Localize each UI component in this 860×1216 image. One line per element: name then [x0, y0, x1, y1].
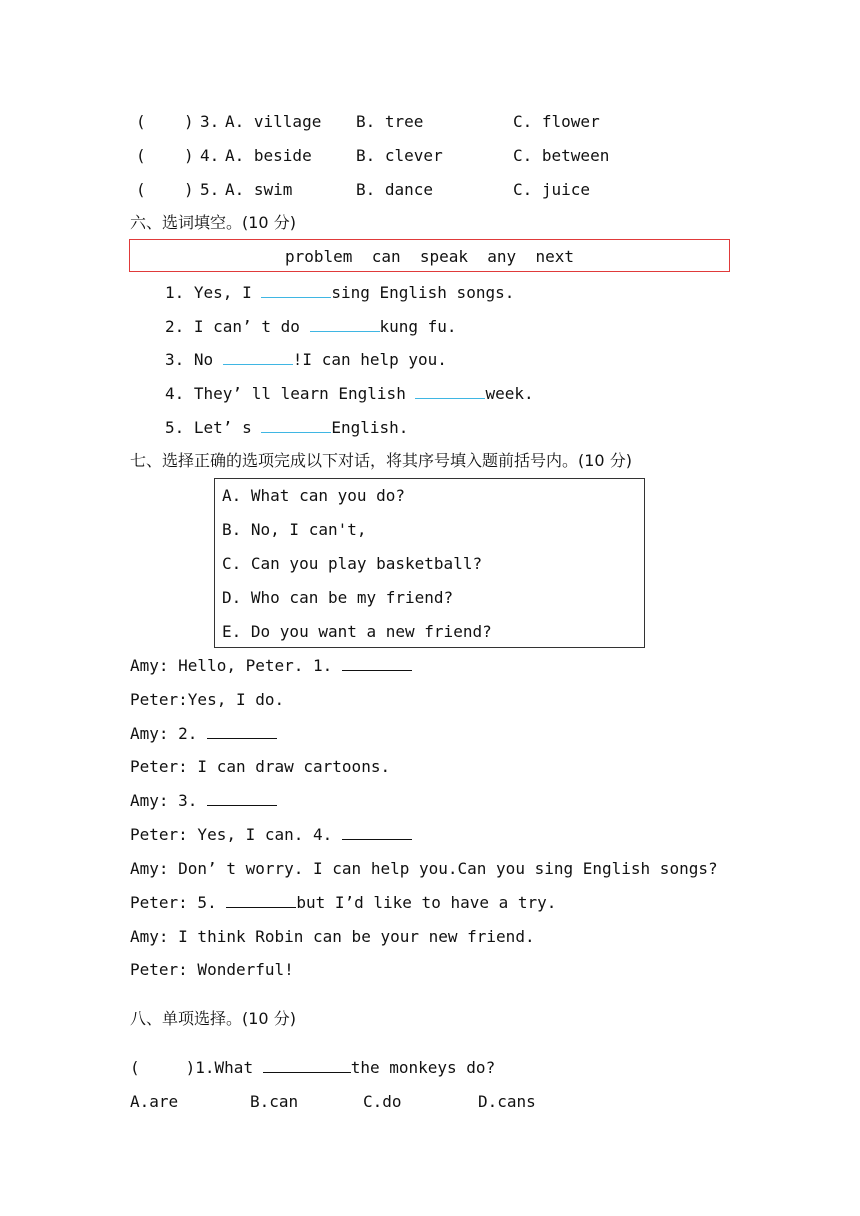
- answer-paren-close: ): [184, 112, 194, 131]
- answer-paren-open[interactable]: (: [136, 112, 146, 131]
- question-number: 5.: [200, 180, 220, 199]
- mc-choice-a: A.are: [130, 1092, 179, 1111]
- dialog-blank-5[interactable]: [226, 893, 296, 908]
- answer-paren-close: ): [184, 146, 194, 165]
- option-a: A. beside: [225, 146, 312, 165]
- fill-blank[interactable]: [310, 317, 380, 332]
- dialog-blank-2[interactable]: [207, 724, 277, 739]
- dialog-text: but I’d like to have a try.: [296, 893, 557, 912]
- dialog-line-1: [130, 656, 412, 676]
- fill-item-3: [165, 350, 447, 370]
- dialog-line-3: [130, 724, 277, 744]
- dialog-line-6: [130, 825, 412, 845]
- dialog-text: Amy: 3.: [130, 791, 208, 810]
- dialog-line-9: Amy: I think Robin can be your new friend.: [130, 927, 535, 946]
- dialog-text: Peter: 5.: [130, 893, 227, 912]
- mc-choice-c: C.do: [363, 1092, 402, 1111]
- dialog-line-7: Amy: Don’ t worry. I can help you.Can you sing English songs?: [130, 859, 718, 878]
- mc-choice-d: D.cans: [478, 1092, 536, 1111]
- fill-blank[interactable]: [415, 384, 485, 399]
- dialog-line-5: [130, 791, 277, 811]
- dialog-blank-3[interactable]: [207, 791, 277, 806]
- answer-paren-open[interactable]: (: [136, 180, 146, 199]
- section8-title: 八、单项选择。(10 分): [130, 1009, 296, 1028]
- option-b: B. tree: [356, 112, 424, 131]
- dialog-line-2: Peter:Yes, I do.: [130, 690, 285, 709]
- fill-item-pre: 3. No: [165, 350, 223, 369]
- dialog-line-4: Peter: I can draw cartoons.: [130, 757, 391, 776]
- question-stem: )1.What: [185, 1058, 263, 1077]
- dialog-option-a: A. What can you do?: [222, 486, 406, 505]
- dialog-option-d: D. Who can be my friend?: [222, 588, 454, 607]
- question-number: 3.: [200, 112, 220, 131]
- fill-item-1: [165, 283, 514, 303]
- option-a: A. village: [225, 112, 322, 131]
- question-stem-end: the monkeys do?: [350, 1058, 496, 1077]
- option-a: A. swim: [225, 180, 293, 199]
- dialog-blank-4[interactable]: [342, 825, 412, 840]
- dialog-text: Peter: Yes, I can. 4.: [130, 825, 342, 844]
- fill-item-post: kung fu.: [379, 317, 457, 336]
- mc-choice-b: B.can: [250, 1092, 299, 1111]
- dialog-line-8: [130, 893, 556, 913]
- fill-blank[interactable]: [223, 350, 293, 365]
- answer-paren-open[interactable]: (: [136, 146, 146, 165]
- dialog-line-10: Peter: Wonderful!: [130, 960, 294, 979]
- word-bank-box: [129, 239, 730, 272]
- option-b: B. dance: [356, 180, 434, 199]
- mc-blank[interactable]: [263, 1058, 351, 1073]
- fill-item-post: sing English songs.: [331, 283, 515, 302]
- dialog-option-e: E. Do you want a new friend?: [222, 622, 492, 641]
- section7-title: 七、选择正确的选项完成以下对话，将其序号填入题前括号内。(10 分): [130, 451, 632, 470]
- dialog-text: Amy: Hello, Peter. 1.: [130, 656, 342, 675]
- dialog-blank-1[interactable]: [342, 656, 412, 671]
- section6-title: 六、选词填空。(10 分): [130, 213, 296, 232]
- option-c: C. juice: [513, 180, 591, 199]
- fill-item-5: [165, 418, 408, 438]
- mc-question-1: [130, 1058, 495, 1078]
- fill-item-post: English.: [331, 418, 409, 437]
- fill-item-pre: 2. I can’ t do: [165, 317, 310, 336]
- dialog-option-b: B. No, I can't,: [222, 520, 367, 539]
- fill-blank[interactable]: [261, 283, 331, 298]
- fill-item-2: [165, 317, 457, 337]
- answer-paren-close: ): [184, 180, 194, 199]
- dialog-option-c: C. Can you play basketball?: [222, 554, 483, 573]
- option-b: B. clever: [356, 146, 443, 165]
- fill-item-pre: 1. Yes, I: [165, 283, 262, 302]
- fill-item-pre: 5. Let’ s: [165, 418, 262, 437]
- dialog-text: Amy: 2.: [130, 724, 208, 743]
- fill-item-4: [165, 384, 534, 404]
- answer-paren-open[interactable]: (: [130, 1058, 140, 1077]
- question-number: 4.: [200, 146, 220, 165]
- option-c: C. between: [513, 146, 610, 165]
- fill-item-post: week.: [485, 384, 534, 403]
- word-bank: problem can speak any next: [285, 247, 574, 266]
- fill-item-post: !I can help you.: [292, 350, 447, 369]
- fill-item-pre: 4. They’ ll learn English: [165, 384, 416, 403]
- option-c: C. flower: [513, 112, 600, 131]
- fill-blank[interactable]: [261, 418, 331, 433]
